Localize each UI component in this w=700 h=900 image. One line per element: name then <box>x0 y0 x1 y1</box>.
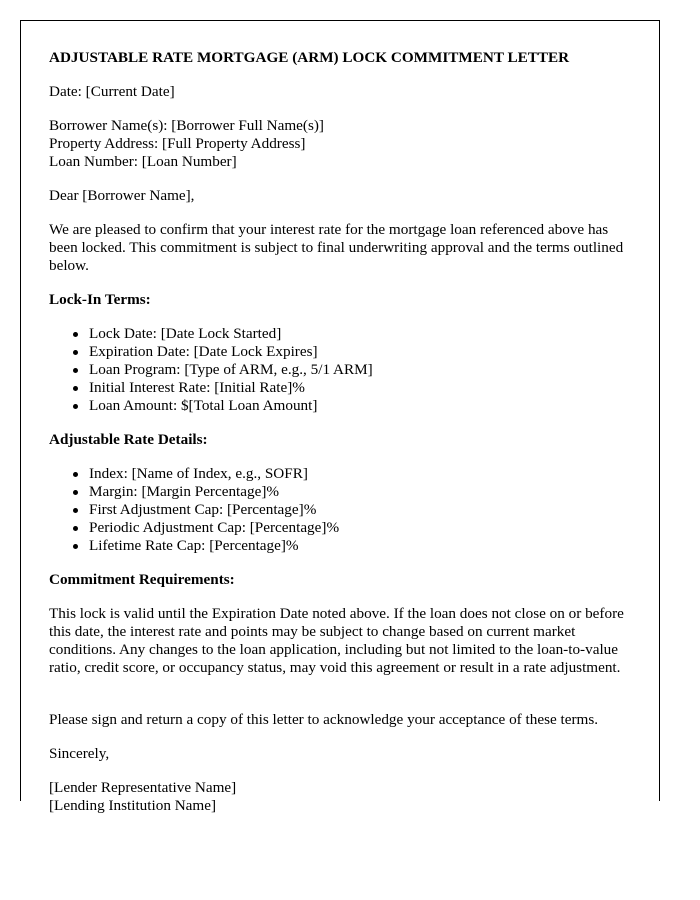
letter-page <box>20 20 660 814</box>
institution-name: [Lending Institution Name] <box>49 797 217 814</box>
property-address: Property Address: [Full Property Address] <box>49 135 306 152</box>
list-item <box>89 361 373 379</box>
first-adjustment-cap: First Adjustment Cap: [Percentage]% <box>89 501 317 518</box>
bullet-icon <box>73 544 78 549</box>
bullet-icon <box>73 350 78 355</box>
salutation: Dear [Borrower Name], <box>49 187 195 204</box>
bullet-icon <box>73 472 78 477</box>
margin: Margin: [Margin Percentage]% <box>89 483 280 500</box>
loan-number: Loan Number: [Loan Number] <box>49 153 237 170</box>
list-item <box>89 325 373 343</box>
periodic-adjustment-cap: Periodic Adjustment Cap: [Percentage]% <box>89 519 340 536</box>
list-item <box>89 379 373 397</box>
bullet-icon <box>73 404 78 409</box>
lock-date: Lock Date: [Date Lock Started] <box>89 325 282 342</box>
list-item <box>89 343 373 361</box>
intro-paragraph: We are pleased to confirm that your interest rate for the mortgage loan referenced above has been locked. This commitment is subject to final underwriting approval and the terms outlined below. <box>49 221 624 274</box>
bullet-icon <box>73 526 78 531</box>
letter-date: Date: [Current Date] <box>49 83 175 100</box>
commitment-requirements-heading: Commitment Requirements: <box>49 571 235 588</box>
loan-amount: Loan Amount: $[Total Loan Amount] <box>89 397 318 414</box>
closing: Sincerely, <box>49 745 110 762</box>
list-item <box>89 465 339 483</box>
bullet-icon <box>73 490 78 495</box>
lock-in-terms-heading: Lock-In Terms: <box>49 291 151 308</box>
initial-interest-rate: Initial Interest Rate: [Initial Rate]% <box>89 379 305 396</box>
list-item <box>89 483 339 501</box>
list-item <box>89 519 339 537</box>
lock-in-terms-list <box>49 325 373 415</box>
lifetime-rate-cap: Lifetime Rate Cap: [Percentage]% <box>89 537 299 554</box>
adjustable-rate-details-heading: Adjustable Rate Details: <box>49 431 208 448</box>
sign-request: Please sign and return a copy of this letter to acknowledge your acceptance of these terms. <box>49 711 599 728</box>
commitment-requirements-paragraph: This lock is valid until the Expiration Date noted above. If the loan does not close on or before this date, the interest rate and points may be subject to change based on current market conditions. Any changes to the loan application, including but not limited to the loan-to-value ratio, credit score, or occupancy status, may void this agreement or result in a rate adjustment. <box>49 605 624 676</box>
borrower-names: Borrower Name(s): [Borrower Full Name(s)] <box>49 117 324 134</box>
loan-program: Loan Program: [Type of ARM, e.g., 5/1 ARM] <box>89 361 373 378</box>
bullet-icon <box>73 508 78 513</box>
list-item <box>89 537 339 555</box>
list-item <box>89 501 339 519</box>
letter-title: ADJUSTABLE RATE MORTGAGE (ARM) LOCK COMMITMENT LETTER <box>49 49 570 66</box>
index-name: Index: [Name of Index, e.g., SOFR] <box>89 465 308 482</box>
list-item <box>89 397 373 415</box>
representative-name: [Lender Representative Name] <box>49 779 237 796</box>
bullet-icon <box>73 332 78 337</box>
adjustable-rate-details-list <box>49 465 339 555</box>
bullet-icon <box>73 386 78 391</box>
bullet-icon <box>73 368 78 373</box>
expiration-date: Expiration Date: [Date Lock Expires] <box>89 343 318 360</box>
